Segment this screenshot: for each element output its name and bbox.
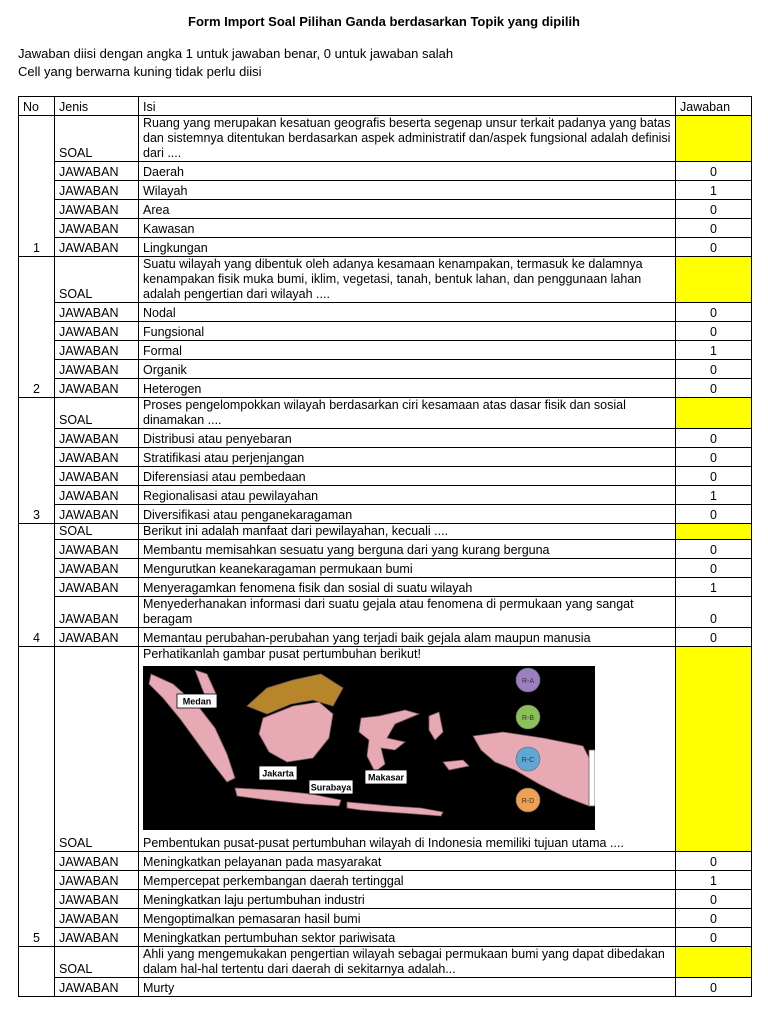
answer-row (19, 578, 752, 597)
question-number: 3 (19, 398, 55, 524)
answer-text[interactable]: Lingkungan (139, 238, 676, 257)
type-cell: JAWABAN (55, 181, 139, 200)
question-text[interactable]: Ruang yang merupakan kesatuan geografis beserta segenap unsur terkait padanya yang batas dan sistemnya ditentukan berdasarkan aspek administratif dan/aspek fungsional adalah definisi dari .... (139, 116, 676, 162)
instruction-line-2: Cell yang berwarna kuning tidak perlu diisi (18, 64, 262, 79)
answer-text[interactable]: Diversifikasi atau penganekaragaman (139, 505, 676, 524)
question-number (19, 947, 55, 997)
answer-text[interactable]: Distribusi atau penyebaran (139, 429, 676, 448)
answer-value[interactable]: 0 (676, 322, 752, 341)
answer-value[interactable]: 0 (676, 360, 752, 379)
svg-text:R-A: R-A (521, 678, 535, 685)
answer-text[interactable]: Diferensiasi atau pembedaan (139, 467, 676, 486)
label-medan (177, 694, 217, 708)
answer-text[interactable]: Organik (139, 360, 676, 379)
answer-row (19, 379, 752, 398)
answer-value[interactable]: 1 (676, 486, 752, 505)
soal-row (19, 116, 752, 162)
soal-row (19, 524, 752, 540)
type-cell: JAWABAN (55, 448, 139, 467)
type-cell: JAWABAN (55, 219, 139, 238)
answer-text[interactable]: Menyederhanakan informasi dari suatu gejala atau fenomena di permukaan yang sangat beragam (139, 597, 676, 628)
answer-cell-disabled (676, 647, 752, 852)
type-cell: JAWABAN (55, 978, 139, 997)
answer-value[interactable]: 1 (676, 181, 752, 200)
question-text[interactable]: Suatu wilayah yang dibentuk oleh adanya kesamaan kenampakan, termasuk ke dalamnya kenampakan fisik muka bumi, iklim, vegetasi, tanah, bentuk lahan, dan penggunaan lahan adalah pengertian dari wilayah .... (139, 257, 676, 303)
soal-row (19, 257, 752, 303)
answer-row (19, 219, 752, 238)
answer-value[interactable]: 0 (676, 852, 752, 871)
legend-ra (516, 668, 540, 692)
type-cell: JAWABAN (55, 909, 139, 928)
answer-row (19, 909, 752, 928)
answer-row (19, 852, 752, 871)
type-cell: JAWABAN (55, 578, 139, 597)
answer-value[interactable]: 0 (676, 909, 752, 928)
question-intro: Perhatikanlah gambar pusat pertumbuhan berikut! (143, 647, 421, 661)
answer-value[interactable]: 1 (676, 341, 752, 360)
island-png (589, 750, 595, 806)
svg-text:R-D: R-D (521, 798, 535, 805)
soal-row (19, 398, 752, 429)
answer-text[interactable]: Murty (139, 978, 676, 997)
answer-text[interactable]: Menyeragamkan fenomena fisik dan sosial di suatu wilayah (139, 578, 676, 597)
answer-value[interactable]: 0 (676, 628, 752, 647)
question-block-4 (19, 524, 752, 647)
answer-value[interactable]: 0 (676, 238, 752, 257)
legend-rb (516, 705, 540, 729)
answer-text[interactable]: Heterogen (139, 379, 676, 398)
answer-text[interactable]: Mengurutkan keanekaragaman permukaan bumi (139, 559, 676, 578)
type-cell: JAWABAN (55, 871, 139, 890)
header-row (19, 97, 752, 116)
question-text[interactable]: Ahli yang mengemukakan pengertian wilayah sebagai permukaan bumi yang dapat dibedakan dalam hal-hal tertentu dari daerah di sekitarnya adalah... (139, 947, 676, 978)
type-cell: JAWABAN (55, 505, 139, 524)
label-makasar (365, 770, 407, 784)
question-block-3 (19, 398, 752, 524)
answer-text[interactable]: Mempercepat perkembangan daerah tertinggal (139, 871, 676, 890)
type-cell: SOAL (55, 398, 139, 429)
answer-text[interactable]: Meningkatkan laju pertumbuhan industri (139, 890, 676, 909)
answer-value[interactable]: 0 (676, 162, 752, 181)
answer-value[interactable]: 0 (676, 597, 752, 628)
type-cell: JAWABAN (55, 467, 139, 486)
answer-text[interactable]: Mengoptimalkan pemasaran hasil bumi (139, 909, 676, 928)
type-cell: JAWABAN (55, 238, 139, 257)
type-cell: JAWABAN (55, 628, 139, 647)
type-cell: JAWABAN (55, 200, 139, 219)
answer-row (19, 238, 752, 257)
svg-text:Jakarta: Jakarta (262, 768, 294, 779)
type-cell: SOAL (55, 947, 139, 978)
growth-center-map (143, 666, 595, 830)
answer-text[interactable]: Fungsional (139, 322, 676, 341)
answer-row (19, 978, 752, 997)
answer-value[interactable]: 0 (676, 429, 752, 448)
svg-text:R-C: R-C (521, 757, 535, 764)
type-cell: SOAL (55, 647, 139, 852)
type-cell: JAWABAN (55, 303, 139, 322)
answer-row (19, 429, 752, 448)
type-cell: JAWABAN (55, 429, 139, 448)
answer-text[interactable]: Wilayah (139, 181, 676, 200)
answer-row (19, 540, 752, 559)
type-cell: SOAL (55, 257, 139, 303)
answer-cell-disabled (676, 398, 752, 429)
answer-row (19, 486, 752, 505)
question-text[interactable] (139, 647, 676, 852)
question-number: 5 (19, 647, 55, 947)
label-surabaya (309, 780, 353, 794)
answer-row (19, 303, 752, 322)
answer-text[interactable]: Kawasan (139, 219, 676, 238)
question-table (18, 96, 752, 997)
answer-value[interactable]: 1 (676, 871, 752, 890)
type-cell: SOAL (55, 524, 139, 540)
answer-row (19, 467, 752, 486)
answer-row (19, 162, 752, 181)
svg-text:Medan: Medan (182, 696, 212, 707)
answer-row (19, 341, 752, 360)
type-cell: SOAL (55, 116, 139, 162)
svg-text:Makasar: Makasar (367, 772, 405, 783)
soal-row (19, 947, 752, 978)
soal-row (19, 647, 752, 852)
question-text[interactable]: Proses pengelompokkan wilayah berdasarkan ciri kesamaan atas dasar fisik dan sosial dinamakan .... (139, 398, 676, 429)
type-cell: JAWABAN (55, 890, 139, 909)
indonesia-map-image (143, 666, 595, 830)
answer-row (19, 871, 752, 890)
type-cell: JAWABAN (55, 928, 139, 947)
type-cell: JAWABAN (55, 379, 139, 398)
answer-row (19, 890, 752, 909)
question-number: 1 (19, 116, 55, 257)
svg-text:R-B: R-B (521, 715, 535, 722)
question-number: 4 (19, 524, 55, 647)
header-isi: Isi (139, 97, 676, 116)
answer-row (19, 597, 752, 628)
answer-value[interactable]: 1 (676, 578, 752, 597)
answer-value[interactable]: 0 (676, 448, 752, 467)
answer-row (19, 559, 752, 578)
answer-value[interactable]: 0 (676, 540, 752, 559)
answer-text[interactable]: Membantu memisahkan sesuatu yang berguna dari yang kurang berguna (139, 540, 676, 559)
answer-value[interactable]: 0 (676, 379, 752, 398)
answer-value[interactable]: 0 (676, 890, 752, 909)
answer-cell-disabled (676, 947, 752, 978)
answer-text[interactable]: Meningkatkan pelayanan pada masyarakat (139, 852, 676, 871)
question-block-5 (19, 647, 752, 947)
answer-row (19, 181, 752, 200)
answer-cell-disabled (676, 524, 752, 540)
answer-text[interactable]: Regionalisasi atau pewilayahan (139, 486, 676, 505)
answer-row (19, 448, 752, 467)
type-cell: JAWABAN (55, 341, 139, 360)
answer-cell-disabled (676, 257, 752, 303)
type-cell: JAWABAN (55, 559, 139, 578)
legend-rd (516, 788, 540, 812)
question-block-2 (19, 257, 752, 398)
legend-rc (516, 747, 540, 771)
question-number: 2 (19, 257, 55, 398)
answer-row (19, 505, 752, 524)
answer-row (19, 360, 752, 379)
answer-text[interactable]: Memantau perubahan-perubahan yang terjadi baik gejala alam maupun manusia (139, 628, 676, 647)
answer-value[interactable]: 0 (676, 978, 752, 997)
question-text[interactable]: Berikut ini adalah manfaat dari pewilayahan, kecuali .... (139, 524, 676, 540)
answer-cell-disabled (676, 116, 752, 162)
type-cell: JAWABAN (55, 360, 139, 379)
type-cell: JAWABAN (55, 852, 139, 871)
answer-row (19, 322, 752, 341)
answer-value[interactable]: 0 (676, 928, 752, 947)
question-text-main: Pembentukan pusat-pusat pertumbuhan wilayah di Indonesia memiliki tujuan utama .... (143, 836, 624, 850)
answer-text[interactable]: Area (139, 200, 676, 219)
type-cell: JAWABAN (55, 162, 139, 181)
answer-text[interactable]: Stratifikasi atau perjenjangan (139, 448, 676, 467)
answer-text[interactable]: Daerah (139, 162, 676, 181)
answer-row (19, 628, 752, 647)
type-cell: JAWABAN (55, 486, 139, 505)
type-cell: JAWABAN (55, 597, 139, 628)
svg-text:Surabaya: Surabaya (310, 782, 352, 793)
type-cell: JAWABAN (55, 322, 139, 341)
instruction-line-1: Jawaban diisi dengan angka 1 untuk jawaban benar, 0 untuk jawaban salah (18, 46, 454, 61)
answer-value[interactable]: 0 (676, 219, 752, 238)
question-block-6 (19, 947, 752, 997)
answer-value[interactable]: 0 (676, 303, 752, 322)
answer-value[interactable]: 0 (676, 505, 752, 524)
header-jawaban: Jawaban (676, 97, 752, 116)
answer-text[interactable]: Nodal (139, 303, 676, 322)
header-jenis: Jenis (55, 97, 139, 116)
label-jakarta (259, 766, 297, 780)
answer-row (19, 928, 752, 947)
header-no: No (19, 97, 55, 116)
answer-text[interactable]: Formal (139, 341, 676, 360)
answer-row (19, 200, 752, 219)
question-block-1 (19, 116, 752, 257)
form-title: Form Import Soal Pilihan Ganda berdasarkan Topik yang dipilih (188, 14, 580, 29)
answer-value[interactable]: 0 (676, 200, 752, 219)
answer-text[interactable]: Meningkatkan pertumbuhan sektor pariwisata (139, 928, 676, 947)
answer-value[interactable]: 0 (676, 467, 752, 486)
answer-value[interactable]: 0 (676, 559, 752, 578)
type-cell: JAWABAN (55, 540, 139, 559)
